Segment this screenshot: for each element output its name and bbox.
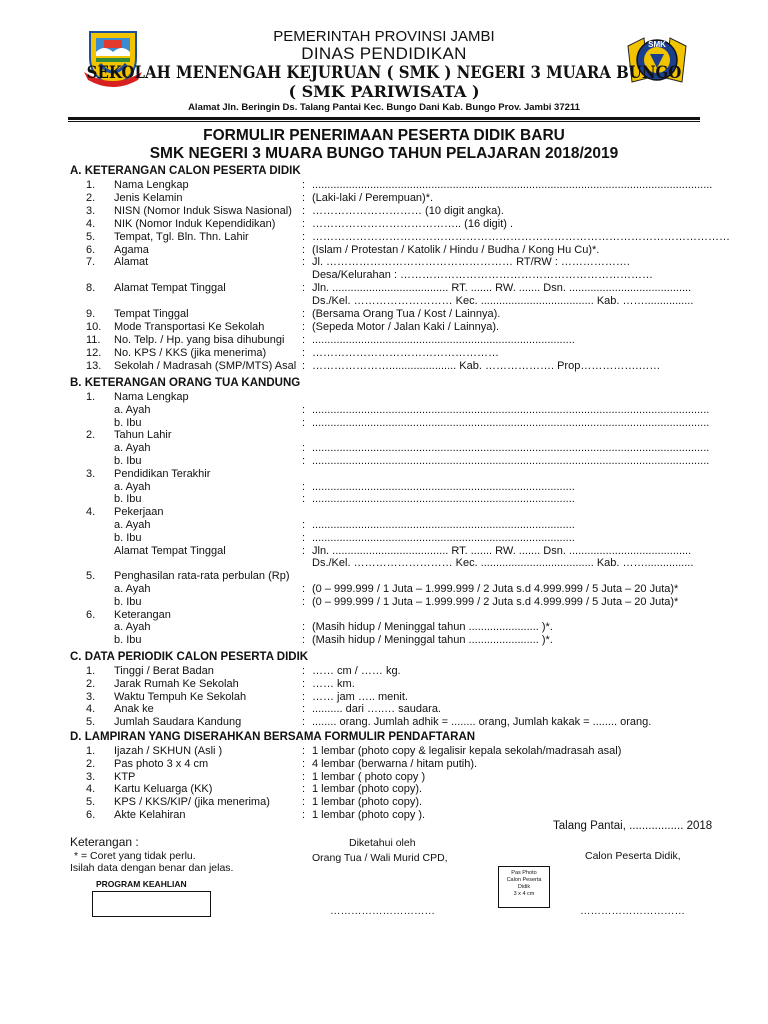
header-school-subtitle: ( SMK PARIWISATA ) [288, 82, 480, 101]
form-row [0, 321, 768, 334]
row-colon: : [302, 442, 306, 455]
section-b-heading: B. KETERANGAN ORANG TUA KANDUNG [70, 377, 301, 389]
row-number: 6. [86, 243, 96, 256]
row-value[interactable]: (Sepeda Motor / Jalan Kaki / Lainnya). [312, 320, 500, 333]
form-row [0, 634, 768, 647]
row-number: 2. [86, 757, 96, 770]
row-value[interactable]: 1 lembar ( photo copy ) [312, 770, 426, 783]
row-value[interactable]: .................................................................................................................................. [312, 416, 710, 429]
row-label: No. Telp. / Hp. yang bisa dihubungi [114, 333, 285, 346]
row-label: Sekolah / Madrasah (SMP/MTS) Asal [114, 359, 297, 372]
row-colon: : [302, 519, 306, 531]
row-colon: : [302, 690, 306, 703]
photo-box-line-2: Calon Peserta [506, 877, 542, 883]
row-number: 5. [86, 570, 96, 583]
row-label: Kartu Keluarga (KK) [114, 783, 213, 796]
row-value[interactable]: (Masih hidup / Meninggal tahun ....................... )*. [312, 621, 553, 634]
form-row [0, 716, 768, 729]
form-row [0, 308, 768, 321]
row-colon: : [302, 745, 306, 757]
photo-box-line-3: Didik [517, 884, 531, 890]
header-government: PEMERINTAH PROVINSI JAMBI [273, 28, 495, 45]
row-colon: : [302, 480, 306, 493]
row-colon: : [302, 179, 306, 191]
row-value[interactable]: 1 lembar (photo copy). [312, 783, 423, 796]
row-colon: : [302, 716, 306, 729]
row-colon: : [302, 809, 306, 821]
row-label: KPS / KKS/KIP/ (jika menerima) [114, 796, 270, 809]
form-row [0, 404, 768, 417]
form-row [0, 205, 768, 218]
row-value[interactable]: …………………...................... Kab. ………………. Prop…………….…… [312, 359, 661, 372]
row-label: a. Ayah [114, 519, 151, 531]
row-value[interactable]: ........ orang. Jumlah adhik = ........ orang, Jumlah kakak = ........ orang. [312, 716, 652, 729]
row-number: 1. [86, 391, 96, 403]
form-title: FORMULIR PENERIMAAN PESERTA DIDIK BARU [203, 127, 565, 144]
header-rule-thick [68, 117, 700, 120]
row-colon: : [302, 703, 306, 716]
form-row [0, 557, 768, 570]
form-row [0, 481, 768, 494]
row-number: 1. [86, 745, 96, 757]
section-d-heading: D. LAMPIRAN YANG DISERAHKAN BERSAMA FORMULIR PENDAFTARAN [70, 731, 476, 743]
form-row [0, 442, 768, 455]
form-row [0, 665, 768, 678]
note-fill: Isilah data dengan benar dan jelas. [70, 862, 234, 874]
row-label: Pekerjaan [114, 506, 164, 519]
row-value[interactable]: (Masih hidup / Meninggal tahun ....................... )*. [312, 634, 553, 647]
row-number: 3. [86, 204, 96, 217]
form-row [0, 570, 768, 583]
row-value[interactable]: .................................................................................................................................. [312, 442, 710, 455]
note-strike: * = Coret yang tidak perlu. [74, 850, 196, 862]
row-label: Tempat, Tgl. Bln. Thn. Lahir [114, 230, 249, 243]
row-label: b. Ibu [114, 531, 142, 544]
row-label: b. Ibu [114, 595, 142, 608]
row-label: NISN (Nomor Induk Siswa Nasional) [114, 204, 292, 217]
row-label: Keterangan [114, 608, 171, 621]
row-number: 6. [86, 809, 96, 821]
row-label: Tempat Tinggal [114, 308, 189, 320]
form-subtitle: SMK NEGERI 3 MUARA BUNGO TAHUN PELAJARAN 2018/2019 [149, 145, 619, 162]
row-number: 4. [86, 703, 96, 716]
row-value[interactable]: …… cm / …… kg. [312, 665, 401, 677]
row-colon: : [302, 282, 306, 295]
row-value[interactable]: ...................................................................................... [312, 480, 575, 493]
row-number: 6. [86, 608, 96, 621]
row-label: Nama Lengkap [114, 179, 189, 191]
row-value[interactable]: 1 lembar (photo copy). [312, 796, 423, 809]
header-school-name: SEKOLAH MENENGAH KEJURUAN ( SMK ) NEGERI 3 MUARA BUNGO [86, 63, 682, 83]
form-row [0, 282, 768, 295]
row-value[interactable]: ...................................................................................... [312, 531, 575, 544]
form-row [0, 179, 768, 192]
row-label: a. Ayah [114, 442, 151, 455]
row-value[interactable]: …………………………………………………………………………………………………… [312, 230, 730, 243]
row-colon: : [302, 783, 306, 796]
row-label: Tinggi / Berat Badan [114, 665, 214, 677]
row-number: 2. [86, 191, 96, 204]
row-value[interactable]: Jln. ...................................... RT. ....... RW. ....... Dsn. ........................................ [312, 544, 692, 557]
row-number: 3. [86, 467, 96, 480]
form-row [0, 244, 768, 257]
row-number: 5. [86, 716, 96, 729]
keterangan-label: Keterangan : [70, 835, 139, 849]
form-row [0, 468, 768, 481]
row-colon: : [302, 217, 306, 230]
student-signature-label: Calon Peserta Didik, [585, 850, 681, 862]
row-label: Pendidikan Terakhir [114, 467, 211, 480]
row-value[interactable]: Desa/Kelurahan : …………………………………………………………… [312, 269, 654, 282]
parent-signature-label: Orang Tua / Wali Murid CPD, [312, 852, 448, 864]
section-a-heading: A. KETERANGAN CALON PESERTA DIDIK [70, 165, 301, 177]
row-number: 11. [86, 333, 101, 346]
row-colon: : [302, 493, 306, 506]
form-row [0, 295, 768, 308]
form-row [0, 583, 768, 596]
row-value[interactable]: ................................................................................................................................... [312, 179, 713, 191]
row-label: Mode Transportasi Ke Sekolah [114, 320, 265, 333]
row-number: 1. [86, 665, 96, 677]
row-number: 3. [86, 690, 96, 703]
form-row [0, 621, 768, 634]
form-row [0, 429, 768, 442]
row-label: Pas photo 3 x 4 cm [114, 757, 209, 770]
row-label: Anak ke [114, 703, 154, 716]
row-number: 13. [86, 359, 102, 372]
row-value[interactable]: (0 – 999.999 / 1 Juta – 1.999.999 / 2 Juta s.d 4.999.999 / 5 Juta – 20 Juta)* [312, 595, 679, 608]
form-row [0, 231, 768, 244]
row-value[interactable]: .................................................................................................................................. [312, 455, 710, 467]
row-label: a. Ayah [114, 583, 151, 595]
parent-signature-line: ………………………… [330, 905, 435, 917]
form-row [0, 596, 768, 609]
form-row [0, 493, 768, 506]
row-label: KTP [114, 770, 136, 783]
program-box[interactable] [92, 891, 211, 917]
row-label: Ijazah / SKHUN (Asli ) [114, 745, 223, 757]
row-value[interactable]: …………………………………………… [312, 346, 499, 359]
row-colon: : [302, 544, 306, 557]
row-number: 2. [86, 429, 96, 442]
row-label: b. Ibu [114, 455, 142, 467]
row-label: Nama Lengkap [114, 391, 189, 403]
row-label: b. Ibu [114, 416, 142, 429]
form-row [0, 678, 768, 691]
photo-box-line-4: 3 x 4 cm [513, 891, 535, 897]
row-value[interactable]: ………………………………….. (16 digit) . [312, 217, 514, 230]
row-value[interactable]: (Islam / Protestan / Katolik / Hindu / Budha / Kong Hu Cu)*. [312, 243, 600, 256]
row-colon: : [302, 770, 306, 783]
row-number: 8. [86, 282, 96, 295]
row-colon: : [302, 416, 306, 429]
row-label: Alamat [114, 256, 149, 269]
form-row [0, 506, 768, 519]
row-number: 3. [86, 770, 96, 783]
form-row [0, 609, 768, 622]
form-row [0, 532, 768, 545]
row-number: 4. [86, 506, 96, 519]
form-row [0, 360, 768, 373]
row-colon: : [302, 320, 306, 333]
header-rule-thin [68, 121, 700, 122]
form-row [0, 192, 768, 205]
row-colon: : [302, 455, 306, 467]
header-department: DINAS PENDIDIKAN [301, 44, 467, 63]
section-c-heading: C. DATA PERIODIK CALON PESERTA DIDIK [70, 651, 309, 663]
form-row [0, 269, 768, 282]
row-colon: : [302, 757, 306, 770]
form-row [0, 455, 768, 468]
row-number: 9. [86, 308, 96, 320]
program-label: PROGRAM KEAHLIAN [96, 879, 187, 889]
row-value[interactable]: ………………………… (10 digit angka). [312, 204, 504, 217]
photo-box-line-1: Pas Photo [511, 870, 537, 876]
row-label: No. KPS / KKS (jika menerima) [114, 346, 267, 359]
row-label: Jarak Rumah Ke Sekolah [114, 677, 239, 690]
row-value[interactable]: ...................................................................................... [312, 333, 575, 346]
row-colon: : [302, 243, 306, 256]
row-value[interactable]: .................................................................................................................................. [312, 403, 710, 416]
row-colon: : [302, 595, 306, 608]
row-number: 10. [86, 320, 102, 333]
form-row [0, 347, 768, 360]
row-colon: : [302, 796, 306, 809]
row-value[interactable]: (Bersama Orang Tua / Kost / Lainnya). [312, 308, 501, 320]
row-label: Tahun Lahir [114, 429, 172, 442]
form-row [0, 745, 768, 758]
form-row [0, 256, 768, 269]
row-number: 7. [86, 256, 96, 269]
form-row [0, 783, 768, 796]
row-label: Alamat Tempat Tinggal [114, 282, 226, 295]
row-value[interactable]: Ds./Kel. ……………………… Kec. ..................................... Kab. ……................ [312, 557, 694, 570]
row-label: a. Ayah [114, 480, 151, 493]
row-value[interactable]: Jln. ...................................... RT. ....... RW. ....... Dsn. ........................................ [312, 282, 692, 295]
row-label: Alamat Tempat Tinggal [114, 544, 226, 557]
row-value[interactable]: (Laki-laki / Perempuan)*. [312, 191, 434, 204]
row-label: b. Ibu [114, 493, 142, 506]
school-logo-text: SMK [648, 40, 666, 49]
row-number: 5. [86, 796, 96, 809]
row-label: b. Ibu [114, 634, 142, 647]
row-label: Akte Kelahiran [114, 809, 186, 821]
row-number: 5. [86, 230, 96, 243]
row-value[interactable]: .......... dari …..… saudara. [312, 703, 441, 716]
photo-box [498, 866, 550, 908]
row-colon: : [302, 583, 306, 595]
row-label: Agama [114, 243, 149, 256]
row-number: 4. [86, 783, 96, 796]
row-colon: : [302, 333, 306, 346]
form-row [0, 218, 768, 231]
form-row [0, 771, 768, 784]
form-row [0, 334, 768, 347]
row-number: 4. [86, 217, 96, 230]
row-value[interactable]: …… jam ….. menit. [312, 690, 408, 703]
row-value[interactable]: Jl. …………………………………………… RT/RW : ………………. [312, 256, 630, 269]
row-colon: : [302, 230, 306, 243]
row-label: a. Ayah [114, 403, 151, 416]
row-colon: : [302, 204, 306, 217]
row-value[interactable]: ...................................................................................... [312, 493, 575, 506]
row-colon: : [302, 665, 306, 677]
row-colon: : [302, 621, 306, 634]
row-colon: : [302, 308, 306, 320]
row-colon: : [302, 403, 306, 416]
row-label: Jenis Kelamin [114, 191, 183, 204]
header-address: Alamat Jln. Beringin Ds. Talang Pantai Kec. Bungo Dani Kab. Bungo Prov. Jambi 37211 [188, 102, 580, 113]
row-label: Waktu Tempuh Ke Sekolah [114, 690, 247, 703]
row-value[interactable]: (0 – 999.999 / 1 Juta – 1.999.999 / 2 Juta s.d 4.999.999 / 5 Juta – 20 Juta)* [312, 583, 679, 595]
row-value[interactable]: ...................................................................................... [312, 519, 575, 531]
row-colon: : [302, 634, 306, 647]
row-colon: : [302, 256, 306, 269]
row-label: Penghasilan rata-rata perbulan (Rp) [114, 570, 290, 583]
row-label: Jumlah Saudara Kandung [114, 716, 242, 729]
form-row [0, 796, 768, 809]
date-line: Talang Pantai, ................. 2018 [553, 820, 713, 832]
row-value[interactable]: 1 lembar (photo copy ). [312, 809, 426, 821]
row-colon: : [302, 677, 306, 690]
student-signature-line: ………………………… [580, 905, 685, 917]
form-row [0, 545, 768, 558]
row-label: NIK (Nomor Induk Kependidikan) [114, 217, 276, 230]
row-number: 1. [86, 179, 96, 191]
form-row [0, 519, 768, 532]
form-row [0, 391, 768, 404]
row-value[interactable]: Ds./Kel. ……………………… Kec. ..................................... Kab. ……................ [312, 295, 694, 308]
diketahui-label: Diketahui oleh [349, 837, 416, 849]
row-number: 2. [86, 677, 96, 690]
row-value[interactable]: 4 lembar (berwarna / hitam putih). [312, 757, 478, 770]
form-row [0, 703, 768, 716]
row-value[interactable]: 1 lembar (photo copy & legalisir kepala sekolah/madrasah asal) [312, 745, 622, 757]
form-row [0, 691, 768, 704]
row-number: 12. [86, 346, 102, 359]
row-colon: : [302, 531, 306, 544]
row-label: a. Ayah [114, 621, 151, 634]
row-colon: : [302, 359, 306, 372]
row-colon: : [302, 346, 306, 359]
row-colon: : [302, 191, 306, 204]
form-row [0, 758, 768, 771]
row-value[interactable]: …… km. [312, 677, 355, 690]
form-row [0, 417, 768, 430]
